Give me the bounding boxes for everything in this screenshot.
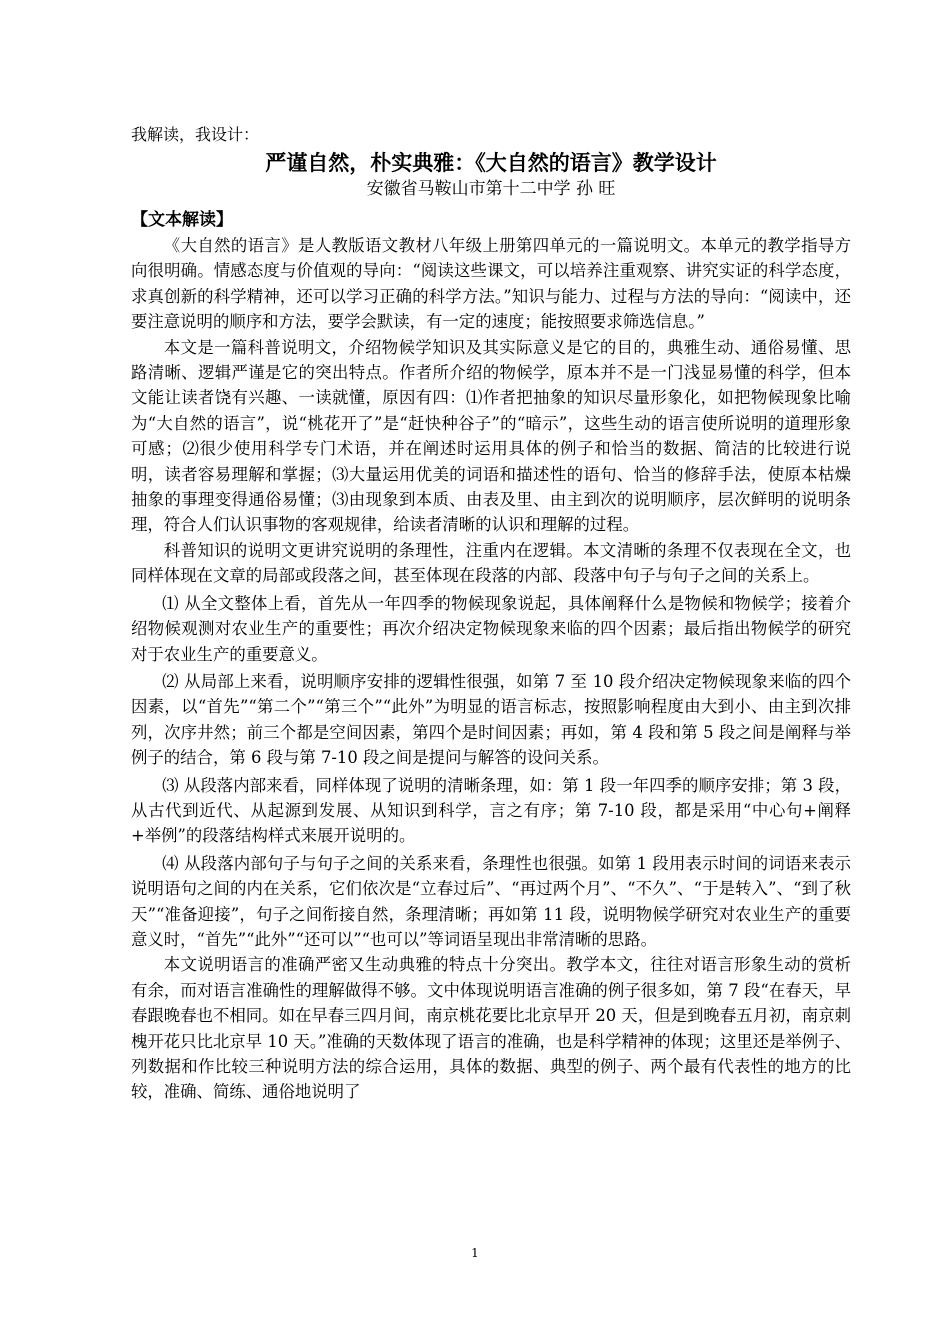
paragraph-point-1: ⑴ 从全文整体上看，首先从一年四季的物候现象说起，具体阐释什么是物候和物候学；接着介绍物候观测对农业生产的重要性；再次介绍决定物候现象来临的四个因素；最后指出物候学的研究对于农业生产的重要意义。 bbox=[131, 593, 851, 664]
author-line: 安徽省马鞍山市第十二中学 孙 旺 bbox=[366, 179, 616, 199]
document-title: 严谨自然，朴实典雅：《大自然的语言》教学设计 bbox=[265, 150, 717, 175]
paragraph-point-4: ⑷ 从段落内部句子与句子之间的关系来看，条理性也很强。如第 1 段用表示时间的词语来表示说明语句之间的内在关系，它们依次是“立春过后”、“再过两个月”、“不久”、“于是转入”、“到了秋天”“准备迎接”，句子之间衔接自然，条理清晰；再如第 11 段，说明物候学研究对农业生产的重要意义时，“首先”“此外”“还可以”“也可以”等词语呈现出非常清晰的思路。 bbox=[131, 853, 851, 949]
paragraph-logic: 科普知识的说明文更讲究说明的条理性，注重内在逻辑。本文清晰的条理不仅表现在全文，也同样体现在文章的局部或段落之间，甚至体现在段落的内部、段落中句子与句子之间的关系上。 bbox=[131, 540, 851, 586]
paragraph-language: 本文说明语言的准确严密又生动典雅的特点十分突出。教学本文，往往对语言形象生动的赏析有余，而对语言准确性的理解做得不够。文中体现说明语言准确的例子很多如，第 7 段“在春天，早春跟晚春也不相同。如在早春三四月间，南京桃花要比北京早开 20 天，但是到晚春五月初，南京刺槐开花只比北京早 10 天。”准确的天数体现了语言的准确，也是科学精神的体现；这里还是举例子、列数据和作比较三种说明方法的综合运用，具体的数据、典型的例子、两个最有代表性的地方的比较，准确、简练、通俗地说明了 bbox=[131, 955, 851, 1102]
text-column bbox=[131, 124, 851, 1105]
paragraph-features: 本文是一篇科普说明文，介绍物候学知识及其实际意义是它的目的，典雅生动、通俗易懂、思路清晰、逻辑严谨是它的突出特点。作者所介绍的物候学，原本并不是一门浅显易懂的科学，但本文能让读者饶有兴趣、一读就懂，原因有四：⑴作者把抽象的知识尽量形象化，如把物候现象比喻为“大自然的语言”，说“桃花开了”是“赶快种谷子”的“暗示”，这些生动的语言使所说明的道理形象可感；⑵很少使用科学专门术语，并在阐述时运用具体的例子和恰当的数据、简洁的比较进行说明，读者容易理解和掌握；⑶大量运用优美的词语和描述性的语句、恰当的修辞手法，使原本枯燥抽象的事理变得通俗易懂；⑶由现象到本质、由表及里、由主到次的说明顺序，层次鲜明的说明条理，符合人们认识事物的客观规律，给读者清晰的认识和理解的过程。 bbox=[131, 337, 851, 535]
paragraph-point-3: ⑶ 从段落内部来看，同样体现了说明的清晰条理，如：第 1 段一年四季的顺序安排；第 3 段，从古代到近代、从起源到发展、从知识到科学，言之有序；第 7-10 段，都是采用“中心句+阐释+举例”的段落结构样式来展开说明的。 bbox=[131, 775, 851, 846]
paragraph-point-2: ⑵ 从局部上来看，说明顺序安排的逻辑性很强，如第 7 至 10 段介绍决定物候现象来临的四个因素，以“首先”“第二个”“第三个”“此外”为明显的语言标志，按照影响程度由大到小、由主到次排列，次序井然；前三个都是空间因素，第四个是时间因素；再如，第 4 段和第 5 段之间是阐释与举例子的结合，第 6 段与第 7-10 段之间是提问与解答的设问关系。 bbox=[131, 671, 851, 768]
page-number: 1 bbox=[471, 1246, 479, 1260]
body-text bbox=[131, 233, 851, 1105]
section-heading: 【文本解读】 bbox=[131, 210, 233, 230]
paragraph-intro: 《大自然的语言》是人教版语文教材八年级上册第四单元的一篇说明文。本单元的教学指导方向很明确。情感态度与价值观的导向：“阅读这些课文，可以培养注重观察、讲究实证的科学态度，求真创新的科学精神，还可以学习正确的科学方法。”知识与能力、过程与方法的导向：“阅读中，还要注意说明的顺序和方法，要学会默读，有一定的速度；能按照要求筛选信息。” bbox=[131, 236, 851, 332]
kicker-line: 我解读，我设计： bbox=[131, 125, 260, 144]
